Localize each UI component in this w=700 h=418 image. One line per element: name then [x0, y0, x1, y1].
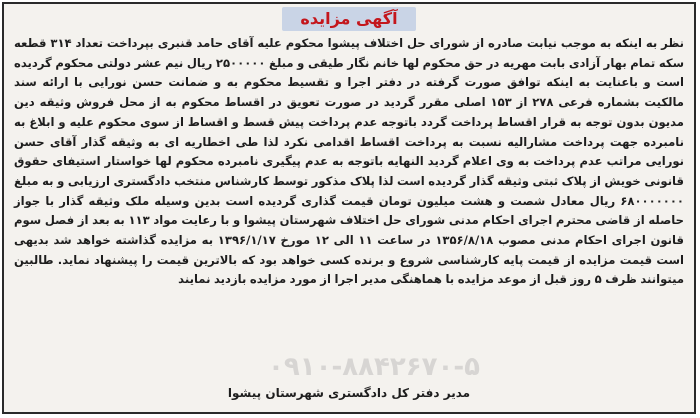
notice-signature: مدیر دفتر کل دادگستری شهرستان پیشوا: [227, 386, 471, 400]
phone-watermark: ۰۹۱۰-۸۸۴۲۶۷۰-۵: [267, 352, 480, 382]
notice-title: آگهی مزایده: [282, 7, 415, 31]
notice-header: [4, 7, 694, 31]
notice-body: نظر به اینکه به موجب نیابت صادره از شورای حل اختلاف پیشوا محکوم علیه آقای حامد قنبری بپرداخت تعداد ۳۱۴ قطعه سکه تمام بهار آزادی بابت مهریه در حق محکوم لها خانم نگار طیقی و مبلغ ۲۵۰۰۰۰۰ ریال نیم عشر دولتی محکوم گردیده است و باعنایت به اینکه توافق صورت گرفته در دفتر اجرا و تقسیط محکوم به و ضمانت حسن نورایی با ارائه سند مالکیت بشماره فرعی ۲۷۸ از ۱۵۳ اصلی مقرر گردید در صورت تعویق در اقساط محکوم به از محل فروش وثیقه دین مدیون بدون توجه به قرار اقساط پرداخت گردد باتوجه عدم پرداخت پیش قسط و اقساط از سوی محکوم علیه و ابلاغ به نامبرده جهت پرداخت مشارالیه نسبت به پرداخت اقساط اقدامی نکرد لذا طی اخطاریه ای به وثیقه گذار آقای حسن نورایی مراتب عدم پرداخت به وی اعلام گردید النهایه باتوجه به عدم پیگیری نامبرده محکوم لها خواستار استیفای حقوق قانونی خویش از پلاک ثبتی وثیقه گذار گردیده است لذا پلاک مذکور توسط کارشناس منتخب دادگستری ارزیابی و به مبلغ ۶۸۰۰۰۰۰۰۰ ریال معادل شصت و هشت میلیون تومان قیمت گذاری گردیده است بدین وسیله ملک وثیقه گذار با جواز حاصله از قاضی محترم اجرای احکام مدنی شورای حل اختلاف شهرستان پیشوا و با رعایت مواد ۱۱۳ به بعد از فصل سوم قانون اجرای احکام مدنی مصوب ۱۳۵۶/۸/۱۸ در ساعت ۱۱ الی ۱۲ مورخ ۱۳۹۶/۱/۱۷ به مزایده گذاشته خواهد شد بدیهی است قیمت مزایده از قیمت پایه کارشناسی شروع و برنده کسی خواهد بود که بالاترین قیمت را پیشنهاد نماید. طالبین میتوانند ظرف ۵ روز قبل از موعد مزایده با هماهنگی مدیر اجرا از مورد مزایده بازدید نمایند: [14, 36, 685, 287]
auction-notice: [2, 2, 696, 414]
